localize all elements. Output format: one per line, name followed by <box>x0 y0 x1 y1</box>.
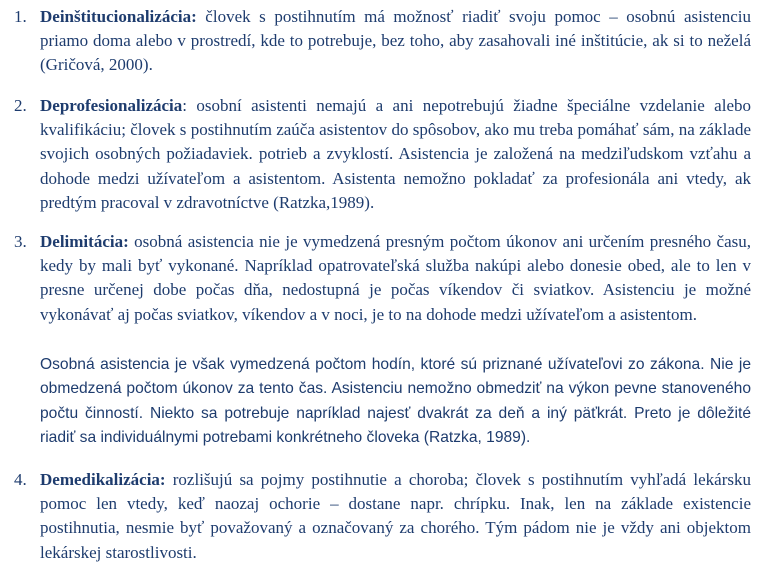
list-number: 4. <box>14 470 27 489</box>
term-heading: Deprofesionalizácia <box>40 96 183 115</box>
term-description: : osobní asistenti nemajú a ani nepotrebujú žiadne špeciálne vzdelanie alebo kvalifikáciu; človek s postihnutím zaúča asistentov do spôsobov, ako mu treba pomáhať sám, na základe svojich osobných požiadaviek. potrieb a zvyklostí. Asistencia je založená na medziľudskom vzťahu a dohode medzi užívateľom a asistentom. Asistenta nemožno pokladať za profesionála ani vtedy, ak predtým pracoval v zdravotníctve (Ratzka,1989). <box>40 96 751 212</box>
list-item-body <box>40 94 751 215</box>
term-description: rozlišujú sa pojmy postihnutie a choroba; človek s postihnutím vyhľadá lekársku pomoc len vtedy, keď naozaj ochorie – dostane napr. chrípku. Inak, len na základe existencie postihnutia, nesmie byť považovaný a označovaný za chorého. Tým pádom nie je vždy ani objektom lekárskej starostlivosti. <box>40 470 751 562</box>
list-number: 2. <box>14 96 27 115</box>
list-item-delimitacia <box>14 230 751 327</box>
term-heading: Deinštitucionalizácia: <box>40 7 197 26</box>
list-number: 1. <box>14 7 27 26</box>
list-item-body <box>40 468 751 565</box>
list-item-body <box>40 5 751 78</box>
term-description: človek s postihnutím má možnosť riadiť svoju pomoc – osobnú asistenciu priamo doma alebo v prostredí, kde to potrebuje, bez toho, aby zasahovali iné inštitúcie, ak si to neželá (Gričová, 2000). <box>40 7 751 75</box>
term-heading: Delimitácia: <box>40 232 129 251</box>
list-item-body <box>40 230 751 327</box>
term-heading: Demedikalizácia: <box>40 470 166 489</box>
note-paragraph: Osobná asistencia je však vymedzená počtom hodín, ktoré sú priznané užívateľovi zo zákona. Nie je obmedzená počtom úkonov za tento čas. Asistenciu nemožno obmedziť na výkon pevne stanoveného počtu činností. Niekto sa potrebuje napríklad najesť dvakrát za deň a iný päťkrát. Preto je dôležité riadiť sa individuálnymi potrebami konkrétneho človeka (Ratzka, 1989). <box>40 356 751 447</box>
list-item-deinstitucionalizacia <box>14 5 751 78</box>
list-number: 3. <box>14 232 27 251</box>
list-item-deprofesionalizacia <box>14 94 751 215</box>
list-item-demedikalizacia <box>14 468 751 565</box>
term-description: osobná asistencia nie je vymedzená presným počtom úkonov ani určením presného času, kedy by mali byť vykonané. Napríklad opatrovateľská služba nakúpi alebo donesie obed, ale to len v presne určenej dobe počas dňa, nedostupná je počas víkendov či sviatkov. Asistenciu je možné vykonávať aj počas sviatkov, víkendov a v noci, je to na dohode medzi užívateľom a asistentom. <box>40 232 751 324</box>
